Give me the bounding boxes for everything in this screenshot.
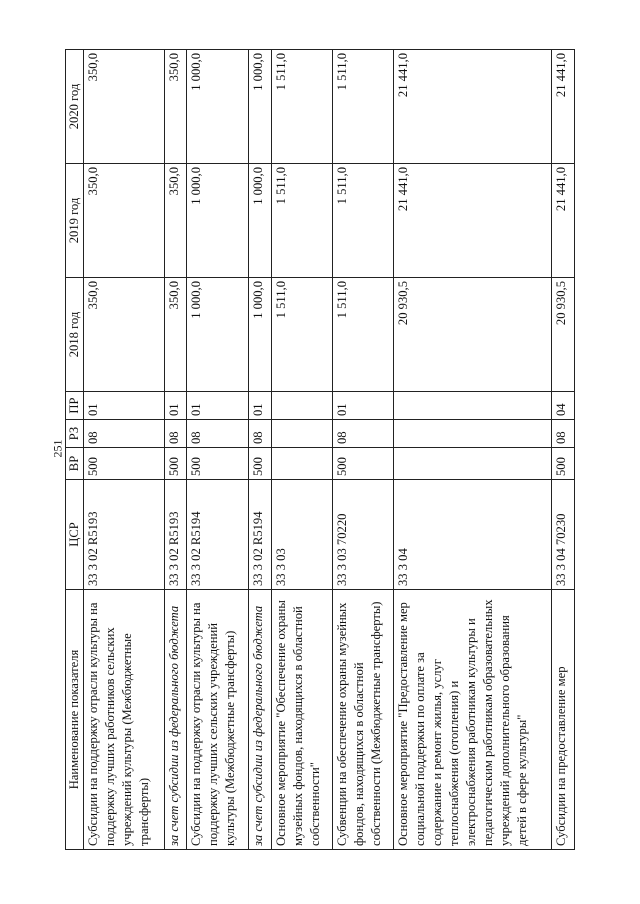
row-name: Основное мероприятие "Предоставление мер социальной поддержки по оплате за содержание и ремонт жилья, услуг теплоснабжения (отопления) и электроснабжения работникам культуры и педагогическим работникам образовательных учреждений дополнительного образования детей в сфере культуры" — [394, 590, 552, 850]
header-vr: ВР — [66, 448, 84, 480]
row-2020: 21 441,0 — [394, 50, 552, 164]
row-name: Субвенции на обеспечение охраны музейных фондов, находящихся в областной собственности (Межбюджетные трансферты) — [332, 590, 393, 850]
row-2020: 350,0 — [84, 50, 165, 164]
row-2020: 1 000,0 — [187, 50, 248, 164]
row-2018: 1 511,0 — [332, 278, 393, 392]
row-pr — [271, 392, 332, 420]
row-pr: 01 — [187, 392, 248, 420]
table-row — [332, 50, 393, 850]
row-2020: 1 511,0 — [332, 50, 393, 164]
row-csr: 33 3 03 — [271, 480, 332, 590]
row-name: за счет субсидии из федерального бюджета — [164, 590, 187, 850]
table-row — [248, 50, 271, 850]
header-csr: ЦСР — [66, 480, 84, 590]
header-pr: ПР — [66, 392, 84, 420]
header-2019: 2019 год — [66, 164, 84, 278]
row-vr: 500 — [187, 448, 248, 480]
row-rz — [271, 420, 332, 448]
row-2019: 1 511,0 — [332, 164, 393, 278]
row-2018: 350,0 — [164, 278, 187, 392]
row-csr: 33 3 04 70230 — [552, 480, 575, 590]
row-2018: 350,0 — [84, 278, 165, 392]
row-vr — [394, 448, 552, 480]
table-row — [552, 50, 575, 850]
row-vr: 500 — [84, 448, 165, 480]
table-row — [394, 50, 552, 850]
table-row — [271, 50, 332, 850]
row-2018: 20 930,5 — [394, 278, 552, 392]
row-pr: 01 — [164, 392, 187, 420]
row-2020: 21 441,0 — [552, 50, 575, 164]
row-name: Субсидии на поддержку отрасли культуры на поддержку лучших сельских учреждений культуры (Межбюджетные трансферты) — [187, 590, 248, 850]
row-csr: 33 3 02 R5194 — [187, 480, 248, 590]
rotated-table-page — [65, 50, 575, 850]
row-rz: 08 — [248, 420, 271, 448]
row-2020: 1 000,0 — [248, 50, 271, 164]
row-pr: 04 — [552, 392, 575, 420]
row-name: Субсидии на поддержку отрасли культуры на поддержку лучших работников сельских учреждений культуры (Межбюджетные трансферты) — [84, 590, 165, 850]
row-2019: 1 000,0 — [248, 164, 271, 278]
row-vr: 500 — [332, 448, 393, 480]
row-rz: 08 — [332, 420, 393, 448]
row-rz: 08 — [187, 420, 248, 448]
row-rz: 08 — [164, 420, 187, 448]
row-2018: 1 000,0 — [248, 278, 271, 392]
table-row — [187, 50, 248, 850]
row-pr — [394, 392, 552, 420]
budget-table — [65, 49, 575, 850]
row-vr — [271, 448, 332, 480]
row-vr: 500 — [164, 448, 187, 480]
row-pr: 01 — [248, 392, 271, 420]
row-2019: 21 441,0 — [394, 164, 552, 278]
row-pr: 01 — [84, 392, 165, 420]
row-rz: 08 — [552, 420, 575, 448]
header-name: Наименование показателя — [66, 590, 84, 850]
row-name: за счет субсидии из федерального бюджета — [248, 590, 271, 850]
row-2020: 350,0 — [164, 50, 187, 164]
header-rz: РЗ — [66, 420, 84, 448]
row-pr: 01 — [332, 392, 393, 420]
row-vr: 500 — [248, 448, 271, 480]
row-2018: 1 511,0 — [271, 278, 332, 392]
row-rz: 08 — [84, 420, 165, 448]
row-2019: 350,0 — [164, 164, 187, 278]
row-csr: 33 3 02 R5194 — [248, 480, 271, 590]
row-vr: 500 — [552, 448, 575, 480]
row-csr: 33 3 02 R5193 — [84, 480, 165, 590]
row-rz — [394, 420, 552, 448]
row-2019: 1 000,0 — [187, 164, 248, 278]
row-2018: 1 000,0 — [187, 278, 248, 392]
row-name: Основное мероприятие "Обеспечение охраны музейных фондов, находящихся в областной собственности" — [271, 590, 332, 850]
row-csr: 33 3 03 70220 — [332, 480, 393, 590]
page-number: 251 — [50, 439, 65, 458]
row-csr: 33 3 02 R5193 — [164, 480, 187, 590]
row-2019: 1 511,0 — [271, 164, 332, 278]
row-csr: 33 3 04 — [394, 480, 552, 590]
row-2020: 1 511,0 — [271, 50, 332, 164]
row-name: Субсидии на предоставление мер — [552, 590, 575, 850]
header-row — [66, 50, 84, 850]
table-row — [164, 50, 187, 850]
header-2020: 2020 год — [66, 50, 84, 164]
row-2019: 21 441,0 — [552, 164, 575, 278]
table-row — [84, 50, 165, 850]
row-2019: 350,0 — [84, 164, 165, 278]
row-2018: 20 930,5 — [552, 278, 575, 392]
header-2018: 2018 год — [66, 278, 84, 392]
